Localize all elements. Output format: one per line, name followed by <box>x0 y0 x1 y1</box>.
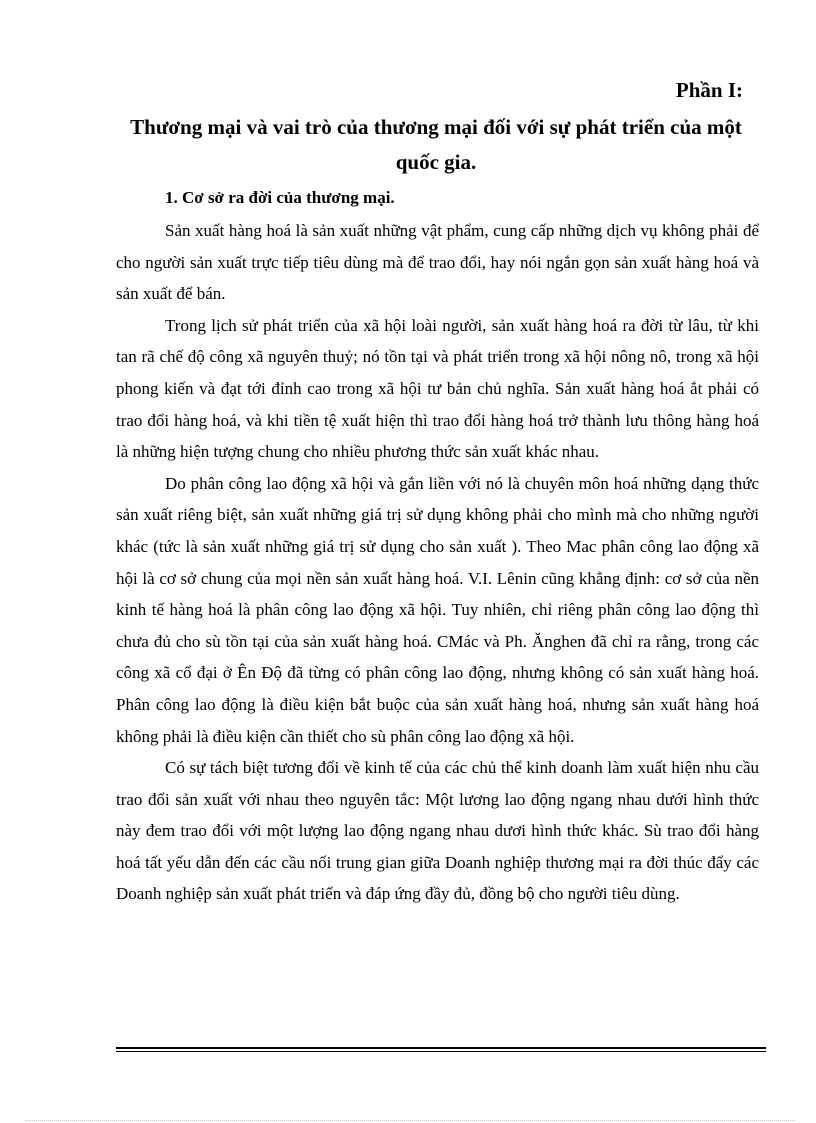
paragraph-4: Có sự tách biệt tương đối về kinh tế của các chủ thể kinh doanh làm xuất hiện nhu cầu trao đổi sản xuất với nhau theo nguyên tắc: Một lương lao động ngang nhau dưới hình thức này đem trao đổi với một lượng lao động ngang nhau dươi hình thức khác. Sù trao đổi hàng hoá tất yếu dẫn đến các cầu nối trung gian giữa Doanh nghiệp thương mại ra đời thúc đẩy các Doanh nghiệp sản xuất phát triển và đáp ứng đầy đủ, đồng bộ cho người tiêu dùng. <box>116 758 759 904</box>
paragraph-3: Do phân công lao động xã hội và gắn liền với nó là chuyên môn hoá những dạng thức sản xuất riêng biệt, sản xuất những giá trị sử dụng không phải cho mình mà cho những người khác (tức là sản xuất những giá trị sử dụng cho sản xuất ). Theo Mac phân công lao động xã hội là cơ sở chung của mọi nền sản xuất hàng hoá. V.I. Lênin cũng khẳng định: cơ sở của nền kinh tế hàng hoá là phân công lao động xã hội. Tuy nhiên, chỉ riêng phân công lao động thì chưa đủ cho sù tồn tại của sản xuất hàng hoá. CMác và Ph. Ănghen đã chỉ ra rằng, trong các công xã cổ đại ở Ên Độ đã từng có phân công lao động, nhưng không có sản xuất hàng hoá. Phân công lao động là điều kiện bắt buộc của sản xuất hàng hoá, nhưng sản xuất hàng hoá không phải là điều kiện cần thiết cho sù phân công lao động xã hội. <box>116 473 759 746</box>
footer-rule-thick <box>116 1047 766 1049</box>
body-text <box>116 215 759 910</box>
part-label: Phần I: <box>675 78 743 102</box>
paragraph-1: Sản xuất hàng hoá là sản xuất những vật phẩm, cung cấp những dịch vụ không phải để cho người sản xuất trực tiếp tiêu dùng mà để trao đổi, hay nói ngắn gọn sản xuất hàng hoá và sản xuất để bán. <box>116 221 759 304</box>
page-edge-dotted-line <box>25 1120 795 1121</box>
paragraph-2: Trong lịch sử phát triển của xã hội loài người, sản xuất hàng hoá ra đời từ lâu, từ khi tan rã chế độ công xã nguyên thuỷ; nó tồn tại và phát triển trong xã hội nông nô, trong xã hội phong kiến và đạt tới đỉnh cao trong xã hội tư bản chủ nghĩa. Sản xuất hàng hoá ắt phải có trao đổi hàng hoá, và khi tiền tệ xuất hiện thì trao đổi hàng hoá trở thành lưu thông hàng hoá là những hiện tượng chung cho nhiều phương thức sản xuất khác nhau. <box>116 315 759 462</box>
section-heading: 1. Cơ sở ra đời của thương mại. <box>165 188 395 207</box>
footer-rule-thin <box>116 1051 766 1052</box>
document-title: Thương mại và vai trò của thương mại đối với sự phát triển của một quốc gia. <box>130 115 742 174</box>
